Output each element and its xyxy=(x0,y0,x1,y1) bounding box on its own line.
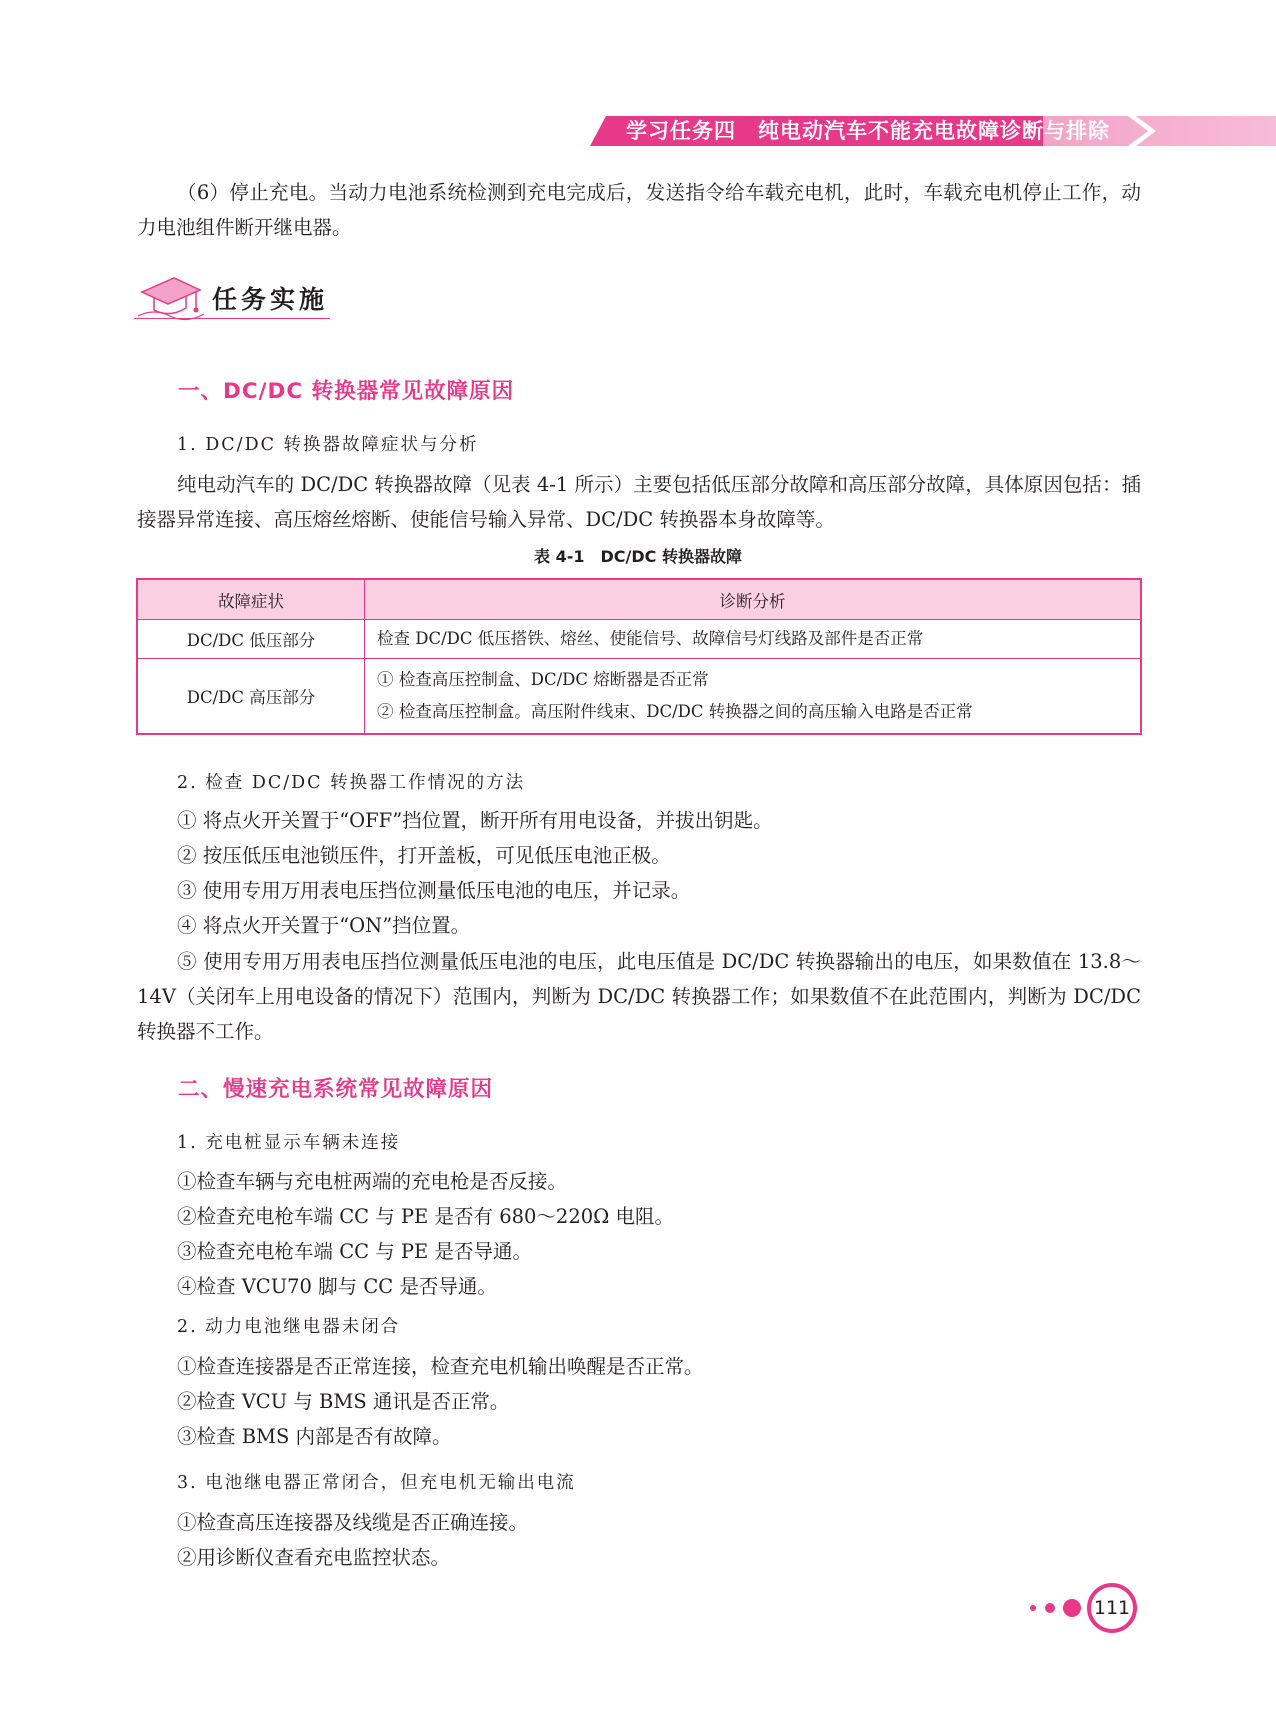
analysis-item: ① 检查高压控制盒、DC/DC 熔断器是否正常 xyxy=(377,670,709,689)
group-title: 3. 电池继电器正常闭合，但充电机无输出电流 xyxy=(177,1473,576,1493)
section1-sub2: 2. 检查 DC/DC 转换器工作情况的方法 xyxy=(177,773,526,793)
list-item: ②检查 VCU 与 BMS 通讯是否正常。 xyxy=(177,1390,510,1413)
step-item: ④ 将点火开关置于“ON”挡位置。 xyxy=(177,914,471,937)
list-item: ②用诊断仪查看充电监控状态。 xyxy=(177,1546,451,1569)
header-title: 学习任务四 纯电动汽车不能充电故障诊断与排除 xyxy=(626,119,1110,143)
analysis-item: ② 检查高压控制盒。高压附件线束、DC/DC 转换器之间的高压输入电路是否正常 xyxy=(377,702,973,721)
task-title: 任务实施 xyxy=(212,285,329,314)
table-row xyxy=(137,659,1141,735)
list-item: ②检查充电枪车端 CC 与 PE 是否有 680～220Ω 电阻。 xyxy=(177,1205,674,1228)
list-item: ④检查 VCU70 脚与 CC 是否导通。 xyxy=(177,1275,497,1298)
page-number: 111 xyxy=(1087,1583,1137,1633)
table-caption: 表 4-1 DC/DC 转换器故障 xyxy=(534,547,742,566)
table-header-symptom: 故障症状 xyxy=(137,579,365,620)
section1-heading: 一、DC/DC 转换器常见故障原因 xyxy=(178,379,515,404)
group-title: 2. 动力电池继电器未闭合 xyxy=(177,1317,401,1337)
table-cell-symptom: DC/DC 高压部分 xyxy=(137,659,365,735)
section1-paragraph: 纯电动汽车的 DC/DC 转换器故障（见表 4-1 所示）主要包括低压部分故障和高压部分故障，具体原因包括：插接器异常连接、高压熔丝熔断、使能信号输入异常、DC/DC 转换器本身故障等。 xyxy=(137,473,1141,531)
decor-dot xyxy=(1030,1605,1036,1611)
list-item: ③检查充电枪车端 CC 与 PE 是否导通。 xyxy=(177,1240,532,1263)
list-item: ③检查 BMS 内部是否有故障。 xyxy=(177,1425,452,1448)
table-cell-symptom: DC/DC 低压部分 xyxy=(137,620,365,659)
decor-dot xyxy=(1045,1603,1055,1613)
task-heading-block xyxy=(134,272,334,324)
decor-dot xyxy=(1063,1599,1081,1617)
table-header-analysis: 诊断分析 xyxy=(365,579,1142,620)
table-cell-analysis xyxy=(365,659,1142,735)
fault-table xyxy=(136,578,1142,735)
table-cell-analysis xyxy=(365,620,1142,659)
step-item: ② 按压低压电池锁压件，打开盖板，可见低压电池正极。 xyxy=(177,844,671,867)
section2-heading: 二、慢速充电系统常见故障原因 xyxy=(178,1077,494,1102)
list-item: ①检查连接器是否正常连接，检查充电机输出唤醒是否正常。 xyxy=(177,1355,704,1378)
analysis-item: 检查 DC/DC 低压搭铁、熔丝、使能信号、故障信号灯线路及部件是否正常 xyxy=(377,629,924,648)
list-item: ①检查车辆与充电桩两端的充电枪是否反接。 xyxy=(177,1170,568,1193)
step-item: ① 将点火开关置于“OFF”挡位置，断开所有用电设备，并拔出钥匙。 xyxy=(177,809,773,832)
list-item: ①检查高压连接器及线缆是否正确连接。 xyxy=(177,1511,529,1534)
intro-paragraph: （6）停止充电。当动力电池系统检测到充电完成后，发送指令给车载充电机，此时，车载充电机停止工作，动力电池组件断开继电器。 xyxy=(137,181,1141,239)
section1-sub1: 1. DC/DC 转换器故障症状与分析 xyxy=(177,435,479,455)
graduation-cap-icon xyxy=(134,272,214,324)
step-item-5: ⑤ 使用专用万用表电压挡位测量低压电池的电压，此电压值是 DC/DC 转换器输出的电压，如果数值在 13.8～14V（关闭车上用电设备的情况下）范围内，判断为 DC/DC 转换器工作；如果数值不在此范围内，判断为 DC/DC 转换器不工作。 xyxy=(137,950,1141,1043)
step-item: ③ 使用专用万用表电压挡位测量低压电池的电压，并记录。 xyxy=(177,879,691,902)
task-underline xyxy=(134,318,330,319)
group-title: 1. 充电桩显示车辆未连接 xyxy=(177,1133,401,1153)
table-row xyxy=(137,620,1141,659)
